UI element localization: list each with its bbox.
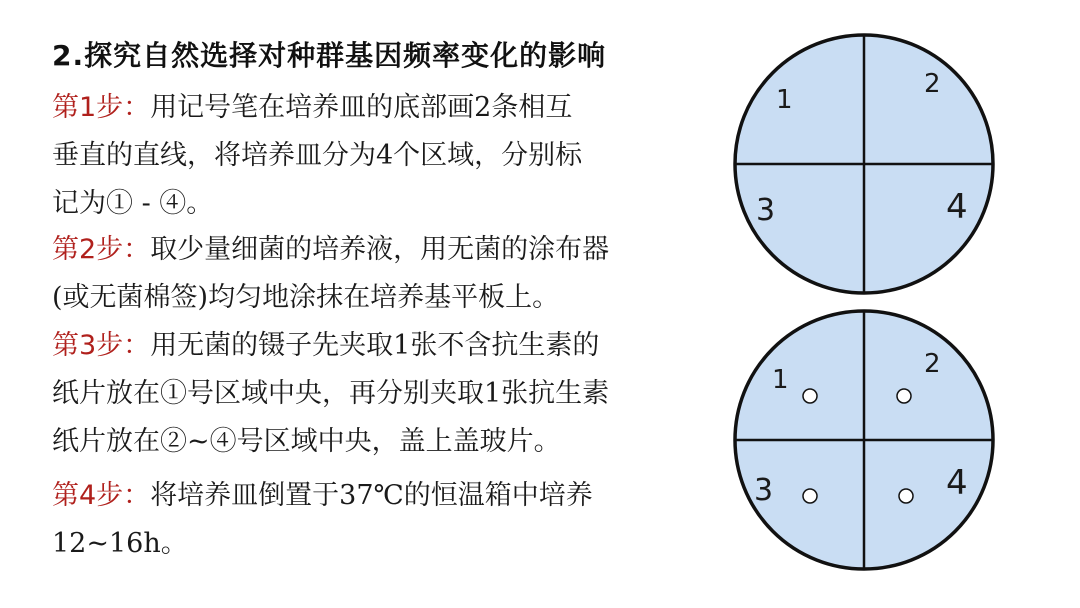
step-1-label: 第1步： <box>52 92 151 123</box>
step-1-line-2: 垂直的直线，将培养皿分为4个区域，分别标 <box>52 140 583 171</box>
dish-top-label-2: 2 <box>924 69 941 99</box>
step-3-label: 第3步： <box>52 330 151 361</box>
dish-top-label-1: 1 <box>776 85 793 115</box>
step-1-line-3: 记为① - ④。 <box>52 188 214 219</box>
dish-bottom-label-3: 3 <box>754 473 774 508</box>
dish-top-label-3: 3 <box>756 193 776 228</box>
paper-disc-1 <box>803 389 817 403</box>
step-3 <box>52 322 712 466</box>
dish-bottom-label-4: 4 <box>946 463 968 503</box>
step-3-line-3: 纸片放在②~④号区域中央，盖上盖玻片。 <box>52 426 561 457</box>
paper-disc-4 <box>899 489 913 503</box>
step-2-line-1: 取少量细菌的培养液，用无菌的涂布器 <box>150 234 610 265</box>
dish-bottom-label-2: 2 <box>924 349 941 379</box>
petri-dish-bottom <box>732 308 996 572</box>
dish-top-label-4: 4 <box>946 187 968 227</box>
step-4-line-2: 12~16h。 <box>52 528 188 559</box>
petri-dish-top <box>732 32 996 296</box>
paper-disc-2 <box>897 389 911 403</box>
dish-bottom-label-1: 1 <box>772 365 789 395</box>
step-4 <box>52 472 712 568</box>
step-2 <box>52 226 712 322</box>
step-4-label: 第4步： <box>52 480 151 511</box>
paper-disc-3 <box>803 489 817 503</box>
step-4-line-1: 将培养皿倒置于37℃的恒温箱中培养 <box>150 480 593 511</box>
step-2-line-2: (或无菌棉签)均匀地涂抹在培养基平板上。 <box>52 282 560 313</box>
step-1 <box>52 84 712 228</box>
step-3-line-1: 用无菌的镊子先夹取1张不含抗生素的 <box>150 330 600 361</box>
page-title: 2.探究自然选择对种群基因频率变化的影响 <box>52 39 607 72</box>
step-1-line-1: 用记号笔在培养皿的底部画2条相互 <box>150 92 573 123</box>
step-3-line-2: 纸片放在①号区域中央，再分别夹取1张抗生素 <box>52 378 610 409</box>
step-2-label: 第2步： <box>52 234 151 265</box>
